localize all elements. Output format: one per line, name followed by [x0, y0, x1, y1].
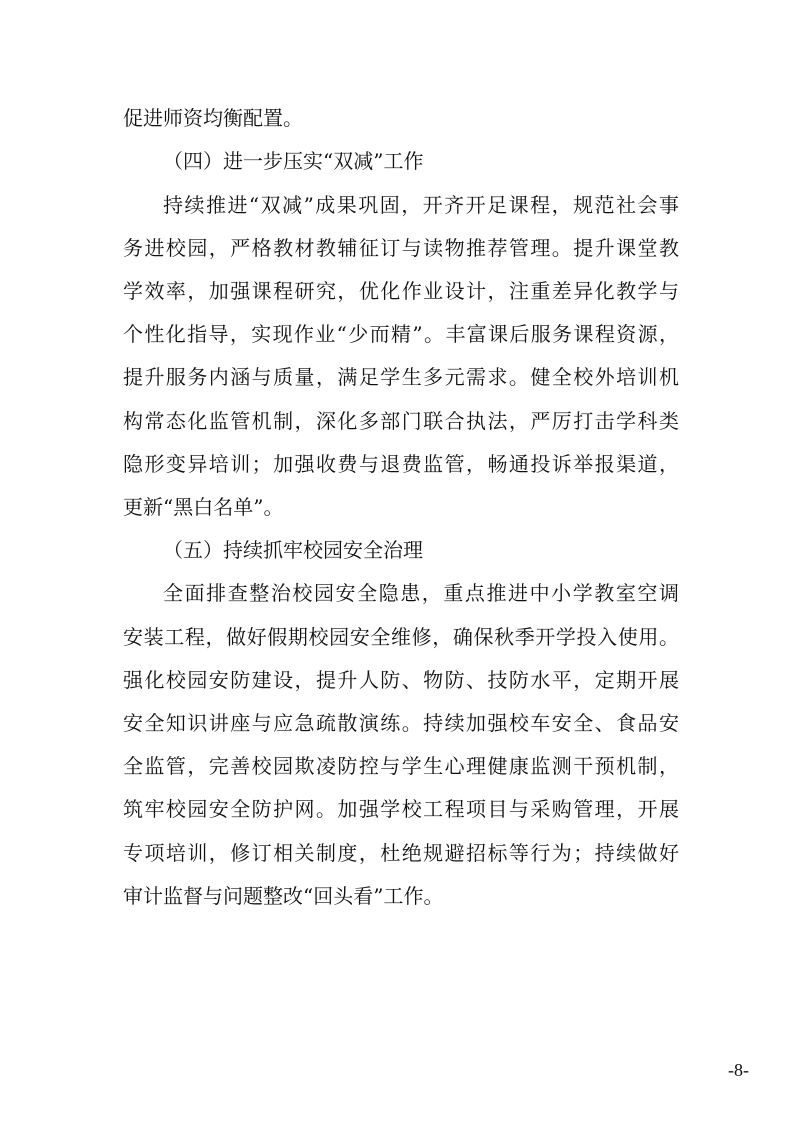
page-number: -8- [728, 1060, 749, 1080]
paragraph-line: 务进校园，严格教材教辅征订与读物推荐管理。提升课堂教 [123, 236, 679, 260]
paragraph-line: 安全知识讲座与应急疏散演练。持续加强校车安全、食品安 [123, 711, 679, 735]
section-heading-5: （五）持续抓牢校园安全治理 [163, 538, 423, 562]
paragraph-line: 筑牢校园安全防护网。加强学校工程项目与采购管理，开展 [123, 797, 679, 821]
paragraph-line: 全面排查整治校园安全隐患，重点推进中小学教室空调 [163, 581, 679, 605]
paragraph-line: 安装工程，做好假期校园安全维修，确保秋季开学投入使用。 [123, 625, 679, 649]
paragraph-line: 构常态化监管机制，深化多部门联合执法，严厉打击学科类 [123, 409, 679, 433]
paragraph-line: 全监管，完善校园欺凌防控与学生心理健康监测干预机制， [123, 754, 679, 778]
paragraph-line: 强化校园安防建设，提升人防、物防、技防水平，定期开展 [123, 668, 679, 692]
paragraph-line: 学效率，加强课程研究，优化作业设计，注重差异化教学与 [123, 279, 679, 303]
paragraph-line: 个性化指导，实现作业“少而精”。丰富课后服务课程资源， [123, 322, 679, 346]
paragraph-line: 持续推进“双减”成果巩固，开齐开足课程，规范社会事 [163, 193, 679, 217]
paragraph-line: 隐形变异培训；加强收费与退费监管，畅通投诉举报渠道， [123, 452, 679, 476]
paragraph-line: 促进师资均衡配置。 [123, 106, 303, 130]
paragraph-line: 专项培训，修订相关制度，杜绝规避招标等行为；持续做好 [123, 841, 679, 865]
paragraph-line: 更新“黑白名单”。 [123, 495, 284, 519]
paragraph-line: 提升服务内涵与质量，满足学生多元需求。健全校外培训机 [123, 365, 679, 389]
section-heading-4: （四）进一步压实“双减”工作 [163, 149, 424, 173]
paragraph-line: 审计监督与问题整改“回头看”工作。 [123, 884, 444, 908]
